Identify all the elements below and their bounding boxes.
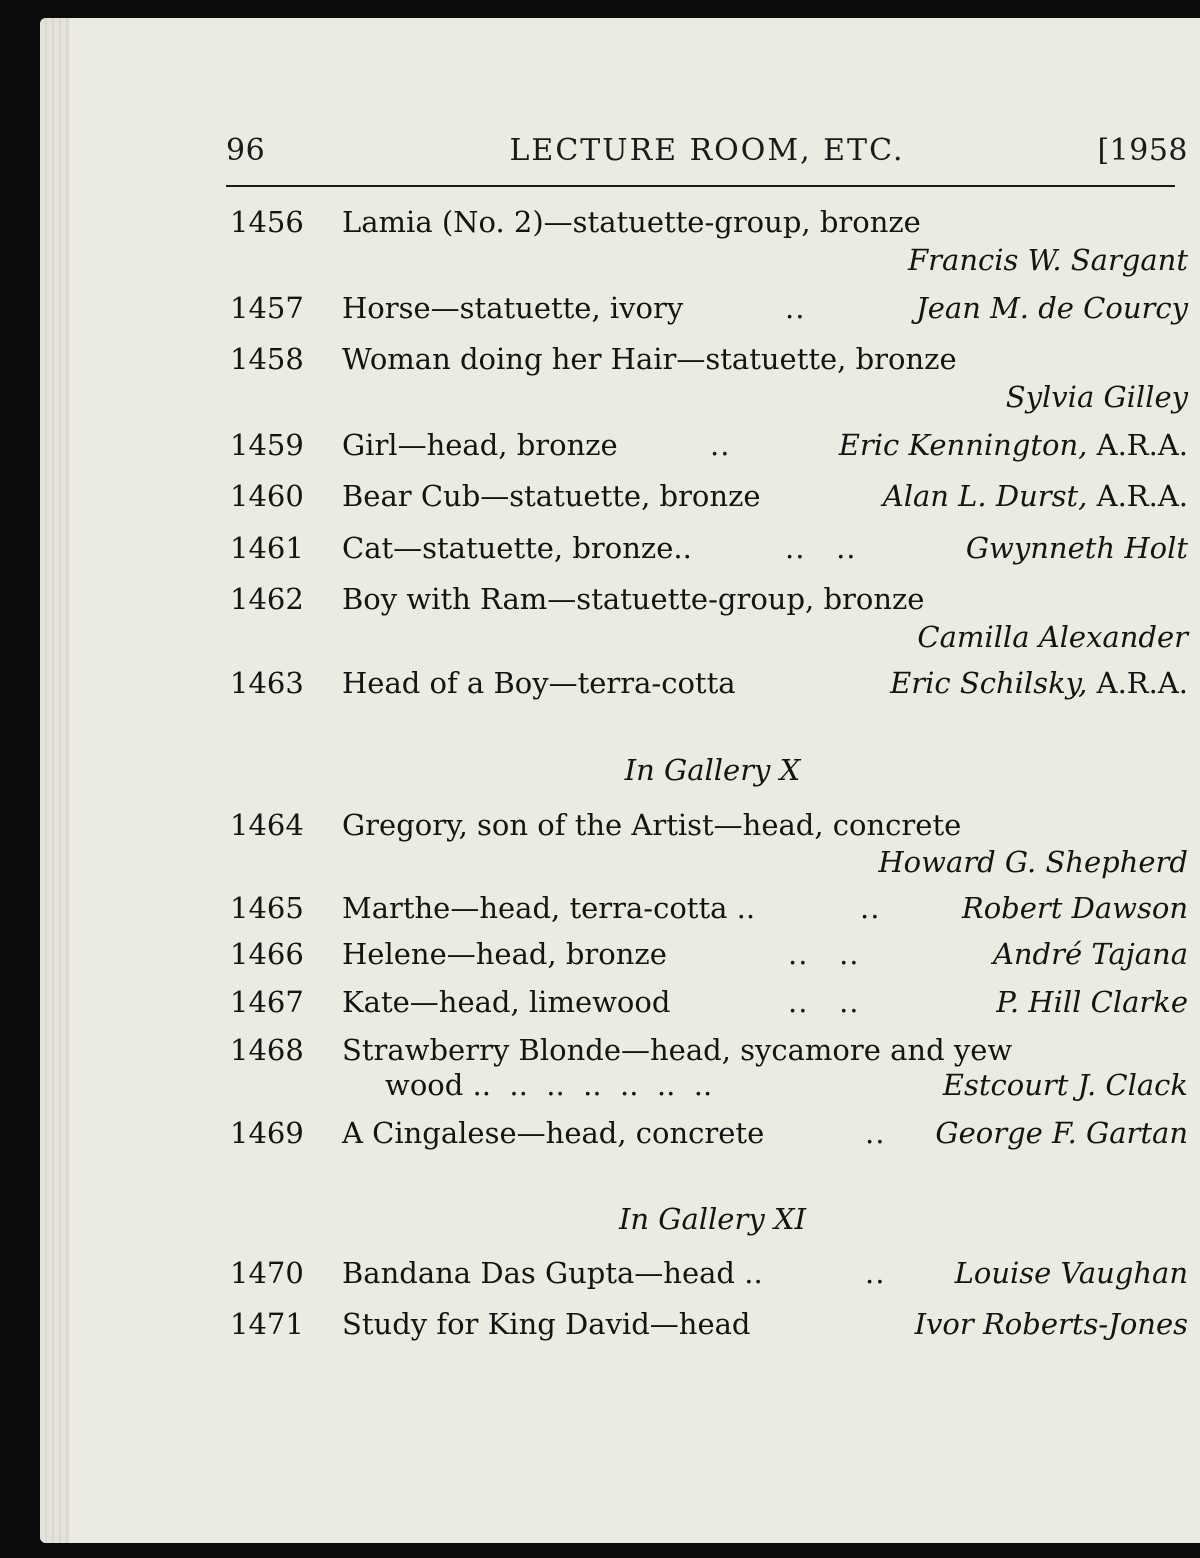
leader-dots: .. bbox=[865, 1116, 886, 1150]
leader-dots: .. .. bbox=[785, 531, 857, 565]
entry-number: 1471 bbox=[230, 1307, 304, 1341]
artist-honour: A.R.A. bbox=[1087, 428, 1188, 462]
entry-number: 1456 bbox=[230, 205, 304, 239]
entry-title-continuation: wood .. .. .. .. .. .. .. bbox=[385, 1068, 713, 1102]
gallery-heading: In Gallery XI bbox=[618, 1202, 807, 1236]
entry-title: Bandana Das Gupta—head .. bbox=[342, 1256, 763, 1290]
leader-dots: .. bbox=[865, 1256, 886, 1290]
entry-number: 1466 bbox=[230, 937, 304, 971]
leader-dots: .. .. bbox=[788, 985, 860, 1019]
entry-title: Woman doing her Hair—statuette, bronze bbox=[342, 342, 957, 376]
entry-artist: Estcourt J. Clack bbox=[942, 1068, 1188, 1102]
entry-artist: Gwynneth Holt bbox=[965, 531, 1188, 565]
entry-title: Head of a Boy—terra-cotta bbox=[342, 666, 736, 700]
entry-artist: Alan L. Durst, A.R.A. bbox=[882, 479, 1188, 513]
entry-title: Kate—head, limewood bbox=[342, 985, 671, 1019]
entry-number: 1469 bbox=[230, 1116, 304, 1150]
entry-title: Bear Cub—statuette, bronze bbox=[342, 479, 761, 513]
entry-number: 1465 bbox=[230, 891, 304, 925]
entry-artist: Louise Vaughan bbox=[954, 1256, 1188, 1290]
entry-artist: Camilla Alexander bbox=[917, 620, 1188, 654]
entry-artist: Eric Schilsky, A.R.A. bbox=[890, 666, 1188, 700]
entry-title: Helene—head, bronze bbox=[342, 937, 667, 971]
entry-number: 1461 bbox=[230, 531, 304, 565]
entry-artist: Howard G. Shepherd bbox=[878, 845, 1188, 879]
entry-number: 1463 bbox=[230, 666, 304, 700]
entry-number: 1460 bbox=[230, 479, 304, 513]
entry-number: 1468 bbox=[230, 1033, 304, 1067]
entry-number: 1464 bbox=[230, 808, 304, 842]
artist-honour: A.R.A. bbox=[1087, 666, 1188, 700]
leader-dots: .. bbox=[785, 291, 806, 325]
entry-number: 1470 bbox=[230, 1256, 304, 1290]
entry-title: Marthe—head, terra-cotta .. bbox=[342, 891, 756, 925]
leader-dots: .. bbox=[860, 891, 881, 925]
entry-artist: Jean M. de Courcy bbox=[916, 291, 1188, 325]
entry-number: 1457 bbox=[230, 291, 304, 325]
entry-artist: Eric Kennington, A.R.A. bbox=[838, 428, 1188, 462]
year-label: [1958 bbox=[1097, 133, 1188, 168]
entry-title: Lamia (No. 2)—statuette-group, bronze bbox=[342, 205, 921, 239]
leader-dots: .. bbox=[710, 428, 731, 462]
leader-dots: .. .. bbox=[788, 937, 860, 971]
gallery-heading: In Gallery X bbox=[624, 753, 801, 787]
entry-number: 1458 bbox=[230, 342, 304, 376]
entry-title: Cat—statuette, bronze.. bbox=[342, 531, 692, 565]
page-title: LECTURE ROOM, ETC. bbox=[509, 133, 905, 168]
entry-title: Study for King David—head bbox=[342, 1307, 751, 1341]
artist-honour: A.R.A. bbox=[1087, 479, 1188, 513]
entry-title: Boy with Ram—statuette-group, bronze bbox=[342, 582, 925, 616]
entry-title: A Cingalese—head, concrete bbox=[342, 1116, 765, 1150]
page-number: 96 bbox=[226, 133, 266, 168]
entry-artist: Robert Dawson bbox=[961, 891, 1188, 925]
entry-title: Horse—statuette, ivory bbox=[342, 291, 684, 325]
entry-artist: Francis W. Sargant bbox=[908, 243, 1188, 277]
entry-artist: André Tajana bbox=[992, 937, 1188, 971]
entry-title: Strawberry Blonde—head, sycamore and yew bbox=[342, 1033, 1013, 1067]
entry-artist: George F. Gartan bbox=[935, 1116, 1188, 1150]
entry-artist: P. Hill Clarke bbox=[996, 985, 1188, 1019]
entry-title: Gregory, son of the Artist—head, concrete bbox=[342, 808, 962, 842]
entry-artist: Ivor Roberts-Jones bbox=[914, 1307, 1188, 1341]
entry-number: 1459 bbox=[230, 428, 304, 462]
entry-title: Girl—head, bronze bbox=[342, 428, 618, 462]
entry-number: 1467 bbox=[230, 985, 304, 1019]
entry-number: 1462 bbox=[230, 582, 304, 616]
entry-artist: Sylvia Gilley bbox=[1005, 380, 1188, 414]
